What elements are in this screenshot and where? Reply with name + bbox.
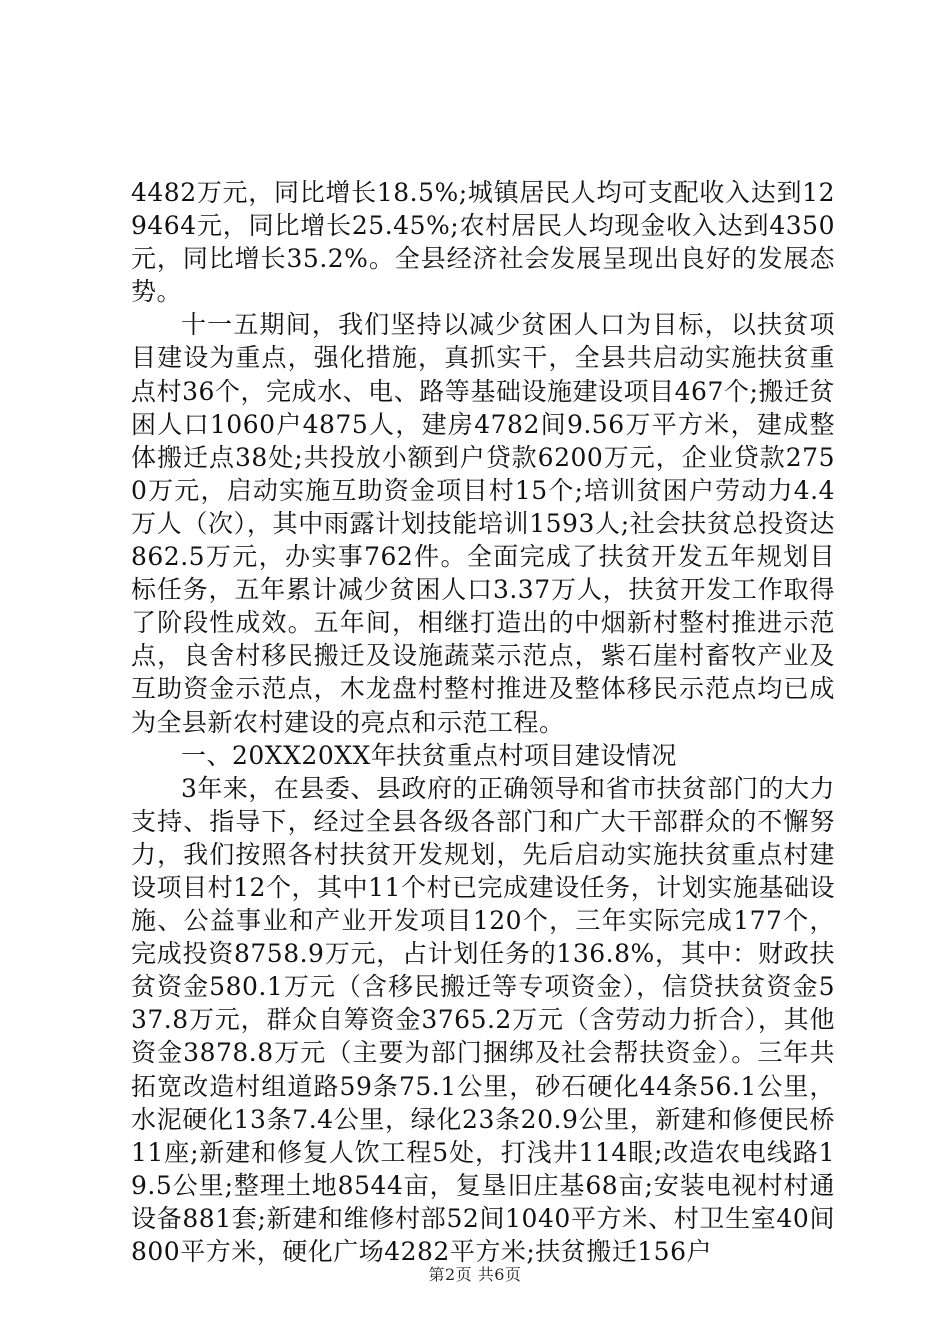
- paragraph-income-summary: 4482万元，同比增长18.5%;城镇居民人均可支配收入达到129464元，同比增长25.45%;农村居民人均现金收入达到4350元，同比增长35.2%。全县经济社会发展呈现出良好的发展态势。: [131, 178, 835, 307]
- section-heading: 一、20XX20XX年扶贫重点村项目建设情况: [181, 740, 677, 770]
- paragraph-project-construction: 3年来，在县委、县政府的正确领导和省市扶贫部门的大力支持、指导下，经过全县各级各部门和广大干部群众的不懈努力，我们按照各村扶贫开发规划，先后启动实施扶贫重点村建设项目村12个，其中11个村已完成建设任务，计划实施基础设施、公益事业和产业开发项目120个，三年实际完成177个，完成投资8758.9万元，占计划任务的136.8%，其中：财政扶贫资金580.1万元（含移民搬迁等专项资金），信贷扶贫资金537.8万元，群众自筹资金3765.2万元（含劳动力折合），其他资金3878.8万元（主要为部门捆绑及社会帮扶资金）。三年共拓宽改造村组道路59条75.1公里，砂石硬化44条56.1公里，水泥硬化13条7.4公里，绿化23条20.9公里，新建和修便民桥11座;新建和修复人饮工程5处，打浅井114眼;改造农电线路19.5公里;整理土地8544亩，复垦旧庄基68亩;安装电视村村通设备881套;新建和维修村部52间1040平方米、村卫生室40间800平方米，硬化广场4282平方米;扶贫搬迁156户: [131, 773, 835, 1266]
- document-body: [131, 176, 835, 1268]
- page-number-footer: 第2页 共6页: [428, 1265, 522, 1284]
- paragraph-five-year-review: 十一五期间，我们坚持以减少贫困人口为目标，以扶贫项目建设为重点，强化措施，真抓实干，全县共启动实施扶贫重点村36个，完成水、电、路等基础设施建设项目467个;搬迁贫困人口1060户4875人，建房4782间9.56万平方米，建成整体搬迁点38处;共投放小额到户贷款6200万元，企业贷款2750万元，启动实施互助资金项目村15个;培训贫困户劳动力4.4万人（次），其中雨露计划技能培训1593人;社会扶贫总投资达862.5万元，办实事762件。全面完成了扶贫开发五年规划目标任务，五年累计减少贫困人口3.37万人，扶贫开发工作取得了阶段性成效。五年间，相继打造出的中烟新村整村推进示范点，良舍村移民搬迁及设施蔬菜示范点，紫石崖村畜牧产业及互助资金示范点，木龙盘村整村推进及整体移民示范点均已成为全县新农村建设的亮点和示范工程。: [131, 310, 835, 737]
